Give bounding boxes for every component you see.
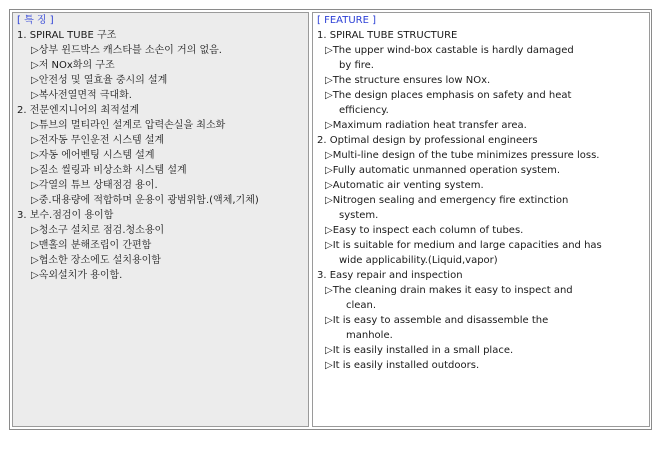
ko-item: ▷전자동 무인운전 시스템 설계 — [31, 135, 165, 146]
en-item: ▷Maximum radiation heat transfer area. — [325, 120, 527, 131]
en-item: ▷The design places emphasis on safety and heat — [325, 90, 572, 101]
ko-item: ▷각열의 튜브 상태점검 용이. — [31, 180, 158, 191]
en-item: ▷It is easily installed outdoors. — [325, 360, 480, 371]
ko-item: ▷질소 씰링과 비상소화 시스템 설계 — [31, 165, 187, 176]
ko-item: ▷튜브의 멀티라인 설계로 압력손실을 최소화 — [31, 120, 226, 131]
ko-item: ▷자동 에어벤팅 시스템 설계 — [31, 150, 155, 161]
korean-title: [ 특 징 ] — [17, 15, 54, 26]
en-item: ▷The upper wind-box castable is hardly damaged — [325, 45, 574, 56]
en-item: ▷It is suitable for medium and large capacities and has — [325, 240, 602, 251]
en-item-cont: manhole. — [346, 330, 393, 341]
feature-table — [9, 9, 652, 430]
english-features-panel — [312, 12, 650, 427]
en-item: ▷The structure ensures low NOx. — [325, 75, 491, 86]
ko-item: ▷맨홀의 분해조립이 간편함 — [31, 240, 152, 251]
en-item: ▷It is easily installed in a small place. — [325, 345, 514, 356]
en-item: ▷Automatic air venting system. — [325, 180, 484, 191]
ko-item: ▷중.대용량에 적합하며 운용이 광범위함.(액체,기체) — [31, 195, 259, 206]
ko-item: ▷복사전열면적 극대화. — [31, 90, 132, 101]
en-item-cont: wide applicability.(Liquid,vapor) — [339, 255, 498, 266]
english-title: [ FEATURE ] — [317, 15, 376, 26]
en-item-cont: system. — [339, 210, 379, 221]
ko-item: ▷안전성 및 열효율 중시의 설계 — [31, 75, 168, 86]
ko-section-3: 3. 보수.점검이 용이함 — [17, 210, 114, 221]
ko-item: ▷협소한 장소에도 설치용이함 — [31, 255, 161, 266]
en-item-cont: clean. — [346, 300, 377, 311]
en-item-cont: efficiency. — [339, 105, 389, 116]
en-item-cont: by fire. — [339, 60, 374, 71]
en-section-1: 1. SPIRAL TUBE STRUCTURE — [317, 30, 458, 41]
en-item: ▷The cleaning drain makes it easy to inspect and — [325, 285, 573, 296]
en-section-2: 2. Optimal design by professional engineers — [317, 135, 538, 146]
ko-section-1: 1. SPIRAL TUBE 구조 — [17, 30, 117, 41]
ko-item: ▷저 NOx화의 구조 — [31, 60, 115, 71]
ko-section-2: 2. 전문엔지니어의 최적설계 — [17, 105, 140, 116]
en-item: ▷Fully automatic unmanned operation system. — [325, 165, 561, 176]
en-item: ▷Multi-line design of the tube minimizes pressure loss. — [325, 150, 600, 161]
ko-item: ▷상부 윈드박스 캐스타블 소손이 거의 없음. — [31, 45, 222, 56]
ko-item: ▷청소구 설치로 점검.청소용이 — [31, 225, 165, 236]
korean-features-panel — [12, 12, 309, 427]
en-item: ▷Easy to inspect each column of tubes. — [325, 225, 524, 236]
en-item: ▷Nitrogen sealing and emergency fire extinction — [325, 195, 569, 206]
en-section-3: 3. Easy repair and inspection — [317, 270, 463, 281]
ko-item: ▷옥외설치가 용이함. — [31, 270, 123, 281]
en-item: ▷It is easy to assemble and disassemble the — [325, 315, 549, 326]
